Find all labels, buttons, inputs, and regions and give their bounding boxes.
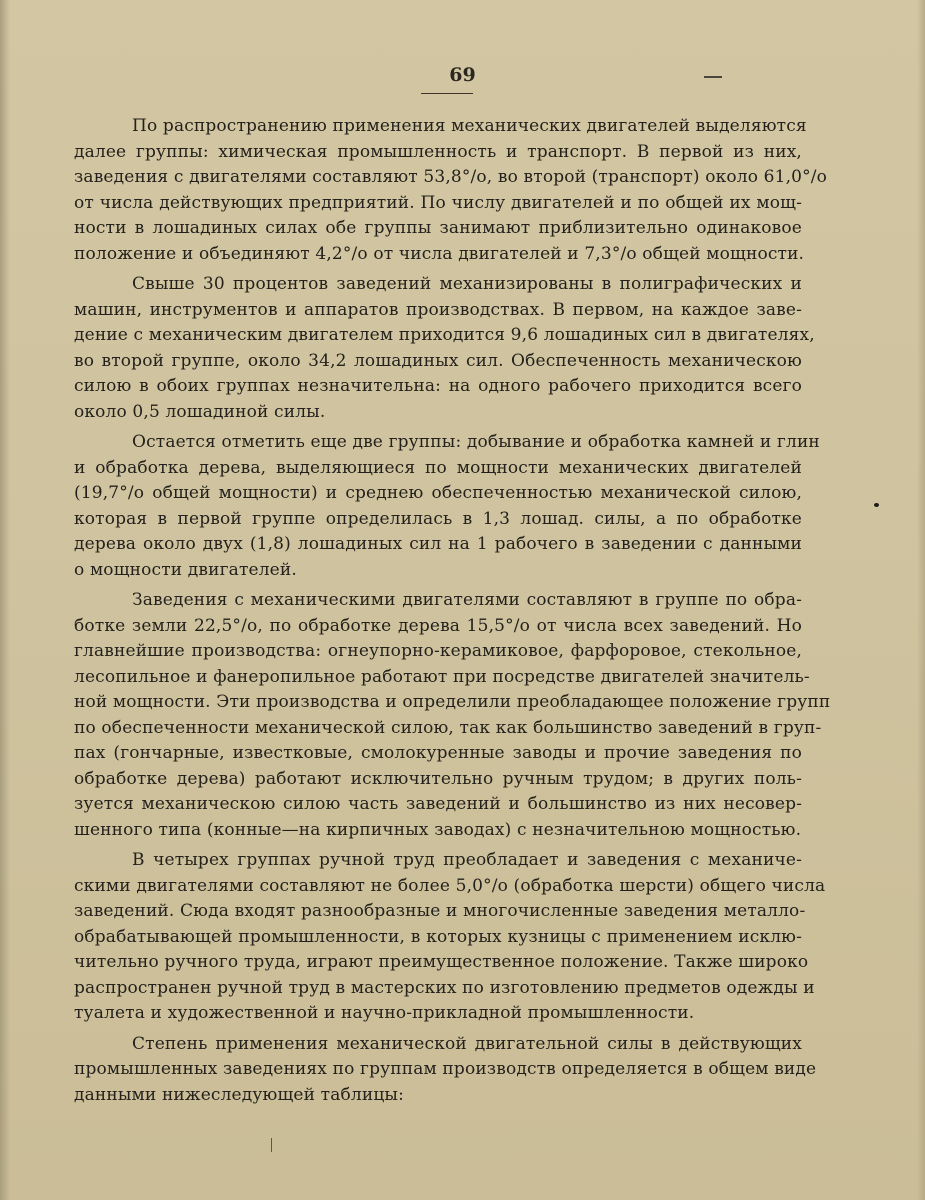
text-line: заведений. Сюда входят разнообразные и многочисленные заведения металло-: [74, 901, 806, 921]
faint-stamp-mark: [748, 806, 788, 807]
text-line: распространен ручной труд в мастерских по изготовлению предметов одежды и: [74, 977, 815, 998]
text-line: дение с механическим двигателем приходится 9,6 лошадиных сил в двигателях,: [74, 325, 815, 345]
text-line: около 0,5 лошадиной силы.: [74, 401, 326, 422]
text-line: от числа действующих предприятий. По числу двигателей и по общей их мощ-: [74, 192, 802, 213]
text-line: зуется механическою силою часть заведений и большинство из них несовер-: [74, 794, 802, 814]
page-number-underline: [421, 93, 473, 94]
text-line: данными нижеследующей таблицы:: [74, 1084, 404, 1105]
text-line: дерева около двух (1,8) лошадиных сил на 1 рабочего в заведении с данными: [74, 534, 802, 554]
text-line: скими двигателями составляют не более 5,0°/о (обработка шерсти) общего числа: [74, 875, 826, 896]
text-line: Остается отметить еще две группы: добывание и обработка камней и глин: [132, 432, 820, 452]
paragraph-4: [74, 588, 831, 843]
text-line: чительно ручного труда, играют преимущественное положение. Также широко: [74, 952, 809, 972]
text-line: Заведения с механическими двигателями составляют в группе по обра-: [132, 590, 802, 610]
page-number: 69: [449, 64, 476, 86]
text-line: промышленных заведениях по группам производств определяется в общем виде: [74, 1059, 817, 1079]
text-line: положение и объединяют 4,2°/о от числа двигателей и 7,3°/о общей мощности.: [74, 243, 805, 264]
paragraph-5: [74, 848, 826, 1027]
text-line: По распространению применения механических двигателей выделяются: [132, 116, 807, 136]
text-line: обработке дерева) работают исключительно ручным трудом; в других поль-: [74, 768, 802, 789]
body-text: [74, 114, 831, 1108]
paragraph-3: [74, 430, 820, 583]
text-line: главнейшие производства: огнеупорно-керамиковое, фарфоровое, стекольное,: [74, 641, 802, 661]
text-line: ности в лошадиных силах обе группы занимают приблизительно одинаковое: [74, 218, 802, 238]
text-line: о мощности двигателей.: [74, 559, 297, 580]
text-line: В четырех группах ручной труд преобладает и заведения с механиче-: [132, 850, 802, 870]
text-line: заведения с двигателями составляют 53,8°/о, во второй (транспорт) около 61,0°/о: [74, 167, 828, 187]
text-line: которая в первой группе определилась в 1,3 лошад. силы, а по обработке: [74, 508, 802, 529]
paragraph-6: [74, 1032, 817, 1109]
text-line: силою в обоих группах незначительна: на одного рабочего приходится всего: [74, 376, 802, 396]
paragraph-1: [74, 114, 828, 267]
text-line: ботке земли 22,5°/о, по обработке дерева 15,5°/о от числа всех заведений. Но: [74, 615, 802, 636]
ink-dot-mark: [874, 503, 879, 507]
margin-tick-mark: [271, 1138, 272, 1152]
text-line: Свыше 30 процентов заведений механизированы в полиграфических и: [132, 274, 802, 294]
text-line: лесопильное и фанеропильное работают при посредстве двигателей значитель-: [74, 666, 810, 687]
text-line: обрабатывающей промышленности, в которых кузницы с применением исклю-: [74, 926, 802, 947]
text-line: во второй группе, около 34,2 лошадиных сил. Обеспеченность механическою: [74, 350, 802, 371]
text-line: и обработка дерева, выделяющиеся по мощности механических двигателей: [74, 457, 802, 478]
text-line: (19,7°/о общей мощности) и среднею обеспеченностью механической силою,: [74, 483, 802, 503]
text-line: пах (гончарные, известковые, смолокуренные заводы и прочие заведения по: [74, 743, 802, 763]
text-line: Степень применения механической двигательной силы в действующих: [132, 1033, 802, 1054]
text-line: туалета и художественной и научно-прикладной промышленности.: [74, 1003, 695, 1023]
text-line: машин, инструментов и аппаратов производствах. В первом, на каждое заве-: [74, 299, 802, 320]
paragraph-2: [74, 272, 815, 425]
text-line: шенного типа (конные—на кирпичных заводах) с незначительною мощностью.: [74, 819, 802, 840]
text-line: по обеспеченности механической силою, так как большинство заведений в груп-: [74, 717, 822, 738]
text-line: далее группы: химическая промышленность и транспорт. В первой из них,: [74, 141, 802, 162]
text-line: ной мощности. Эти производства и определили преобладающее положение групп: [74, 692, 831, 712]
